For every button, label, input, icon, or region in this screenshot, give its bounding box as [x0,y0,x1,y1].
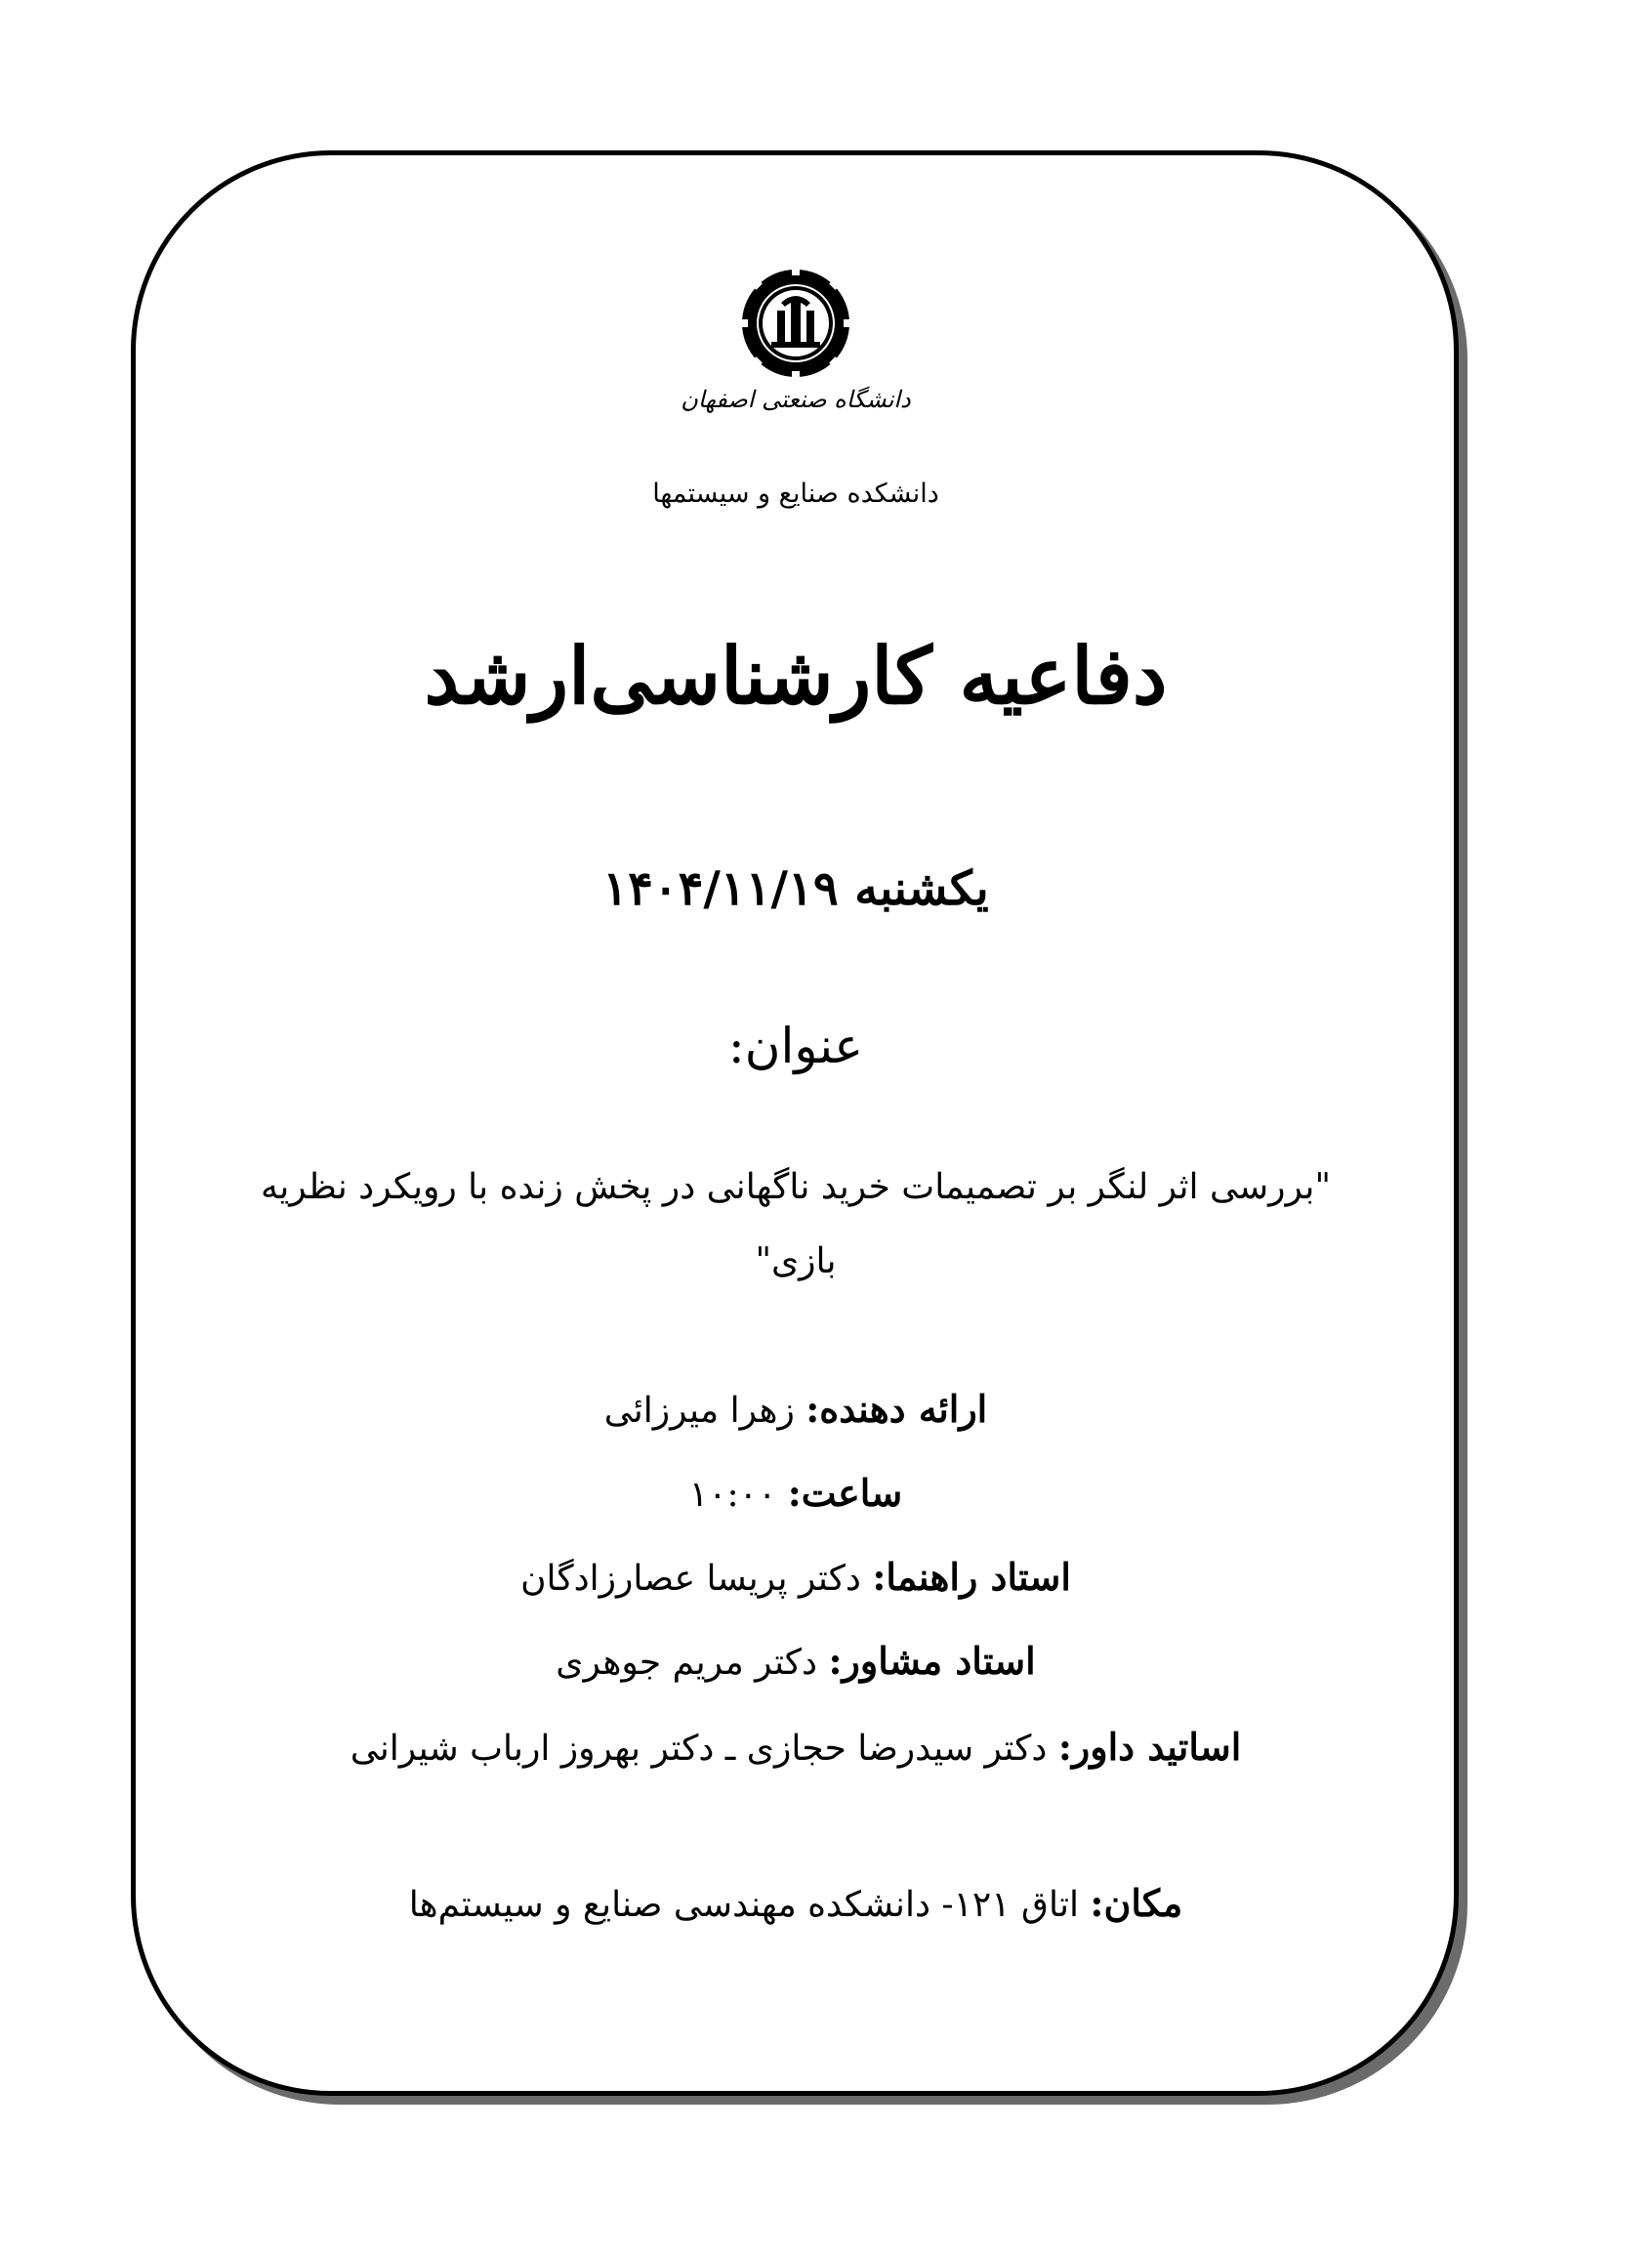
time-label: ساعت: [787,1471,903,1515]
supervisor-label: استاد راهنما: [872,1555,1071,1599]
presenter-line [176,1387,1416,1431]
time-value: ۱۰:۰۰ [688,1475,788,1515]
location-line [176,1881,1416,1925]
advisor-line [176,1639,1416,1683]
university-name-caption: دانشگاه صنعتی اصفهان [681,386,911,413]
referees-value: دکتر سیدرضا حجازی ـ دکتر بهروز ارباب شیرانی [350,1729,1058,1769]
supervisor-line [176,1555,1416,1599]
referees-line [176,1725,1416,1769]
subject-label: عنوان: [727,1018,864,1074]
advisor-label: استاد مشاور: [828,1639,1036,1683]
referees-label: اساتید داور: [1057,1725,1242,1769]
defense-date: یکشنبه ۱۴۰۴/۱۱/۱۹ [602,861,989,916]
location-label: مکان: [1090,1881,1183,1925]
location-value: اتاق ۱۲۱- دانشکده مهندسی صنایع و سیستم‌ها [408,1885,1091,1925]
thesis-title: "بررسی اثر لنگر بر تصمیمات خرید ناگهانی در پخش زنده با رویکرد نظریه بازی" [260,1167,1331,1281]
presenter-label: ارائه دهنده: [805,1387,988,1431]
supervisor-value: دکتر پریسا عصارزادگان [520,1559,873,1599]
logo-block [176,266,1416,412]
page-title: دفاعیه کارشناسی‌ارشد [424,630,1168,722]
university-emblem-icon [738,266,853,381]
presenter-value: زهرا میرزائی [603,1391,806,1431]
faculty-name: دانشکده صنایع و سیستمها [652,479,939,509]
advisor-value: دکتر مریم جوهری [556,1643,829,1683]
poster-content [176,150,1416,2096]
time-line [176,1471,1416,1515]
